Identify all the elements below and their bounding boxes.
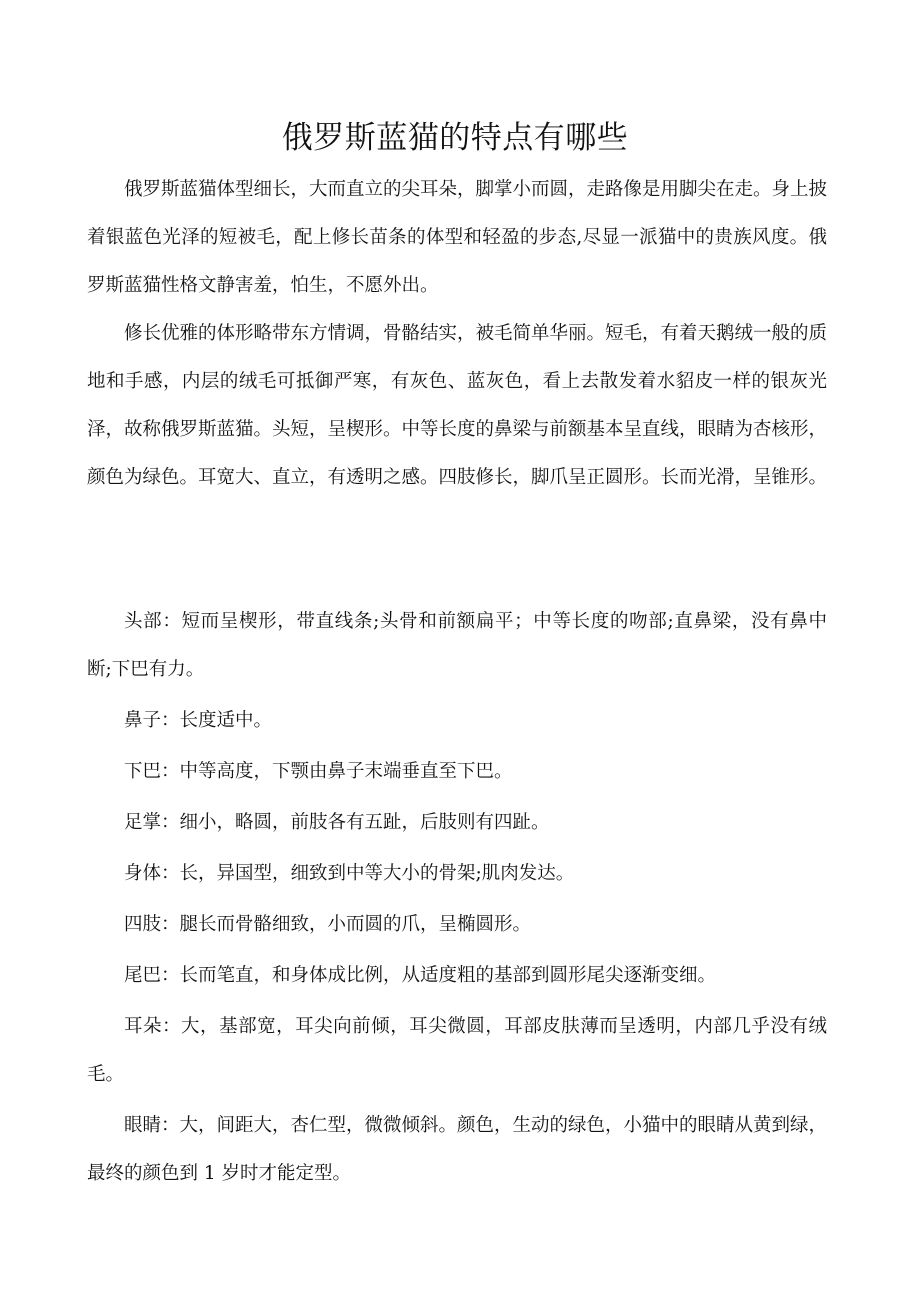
document-title: 俄罗斯蓝猫的特点有哪些 xyxy=(281,120,629,156)
feature-legs: 四肢：腿长而骨骼细致，小而圆的爪，呈椭圆形。 xyxy=(124,914,532,935)
feature-ears: 耳朵：大，基部宽，耳尖向前倾，耳尖微圆，耳部皮肤薄而呈透明，内部几乎没有绒毛。 xyxy=(87,1016,827,1085)
feature-head: 头部：短而呈楔形，带直线条;头骨和前额扁平；中等长度的吻部;直鼻梁，没有鼻中断;下巴有力。 xyxy=(87,611,827,680)
feature-eyes: 眼睛：大，间距大，杏仁型，微微倾斜。颜色，生动的绿色，小猫中的眼睛从黄到绿，最终的颜色到 1 岁时才能定型。 xyxy=(87,1115,828,1184)
feature-paws: 足掌：细小，略圆，前肢各有五趾，后肢则有四趾。 xyxy=(124,812,550,833)
feature-chin: 下巴：中等高度，下颚由鼻子末端垂直至下巴。 xyxy=(124,761,513,782)
feature-body: 身体：长，异国型，细致到中等大小的骨架;肌肉发达。 xyxy=(124,863,575,884)
feature-nose: 鼻子：长度适中。 xyxy=(124,710,273,731)
features-section xyxy=(87,598,827,1201)
feature-tail: 尾巴：长而笔直，和身体成比例，从适度粗的基部到圆形尾尖逐渐变细。 xyxy=(124,965,717,986)
intro-paragraph: 修长优雅的体形略带东方情调，骨骼结实，被毛简单华丽。短毛，有着天鹅绒一般的质地和手感，内层的绒毛可抵御严寒，有灰色、蓝灰色，看上去散发着水貂皮一样的银灰光泽，故称俄罗斯蓝猫。头短，呈楔形。中等长度的鼻梁与前额基本呈直线，眼睛为杏核形，颜色为绿色。耳宽大、直立，有透明之感。四肢修长，脚爪呈正圆形。长而光滑，呈锥形。 xyxy=(87,323,828,488)
intro-paragraph: 俄罗斯蓝猫体型细长，大而直立的尖耳朵，脚掌小而圆，走路像是用脚尖在走。身上披着银蓝色光泽的短被毛，配上修长苗条的体型和轻盈的步态,尽显一派猫中的贵族风度。俄罗斯蓝猫性格文静害羞，怕生，不愿外出。 xyxy=(87,179,828,296)
intro-section xyxy=(87,166,827,502)
